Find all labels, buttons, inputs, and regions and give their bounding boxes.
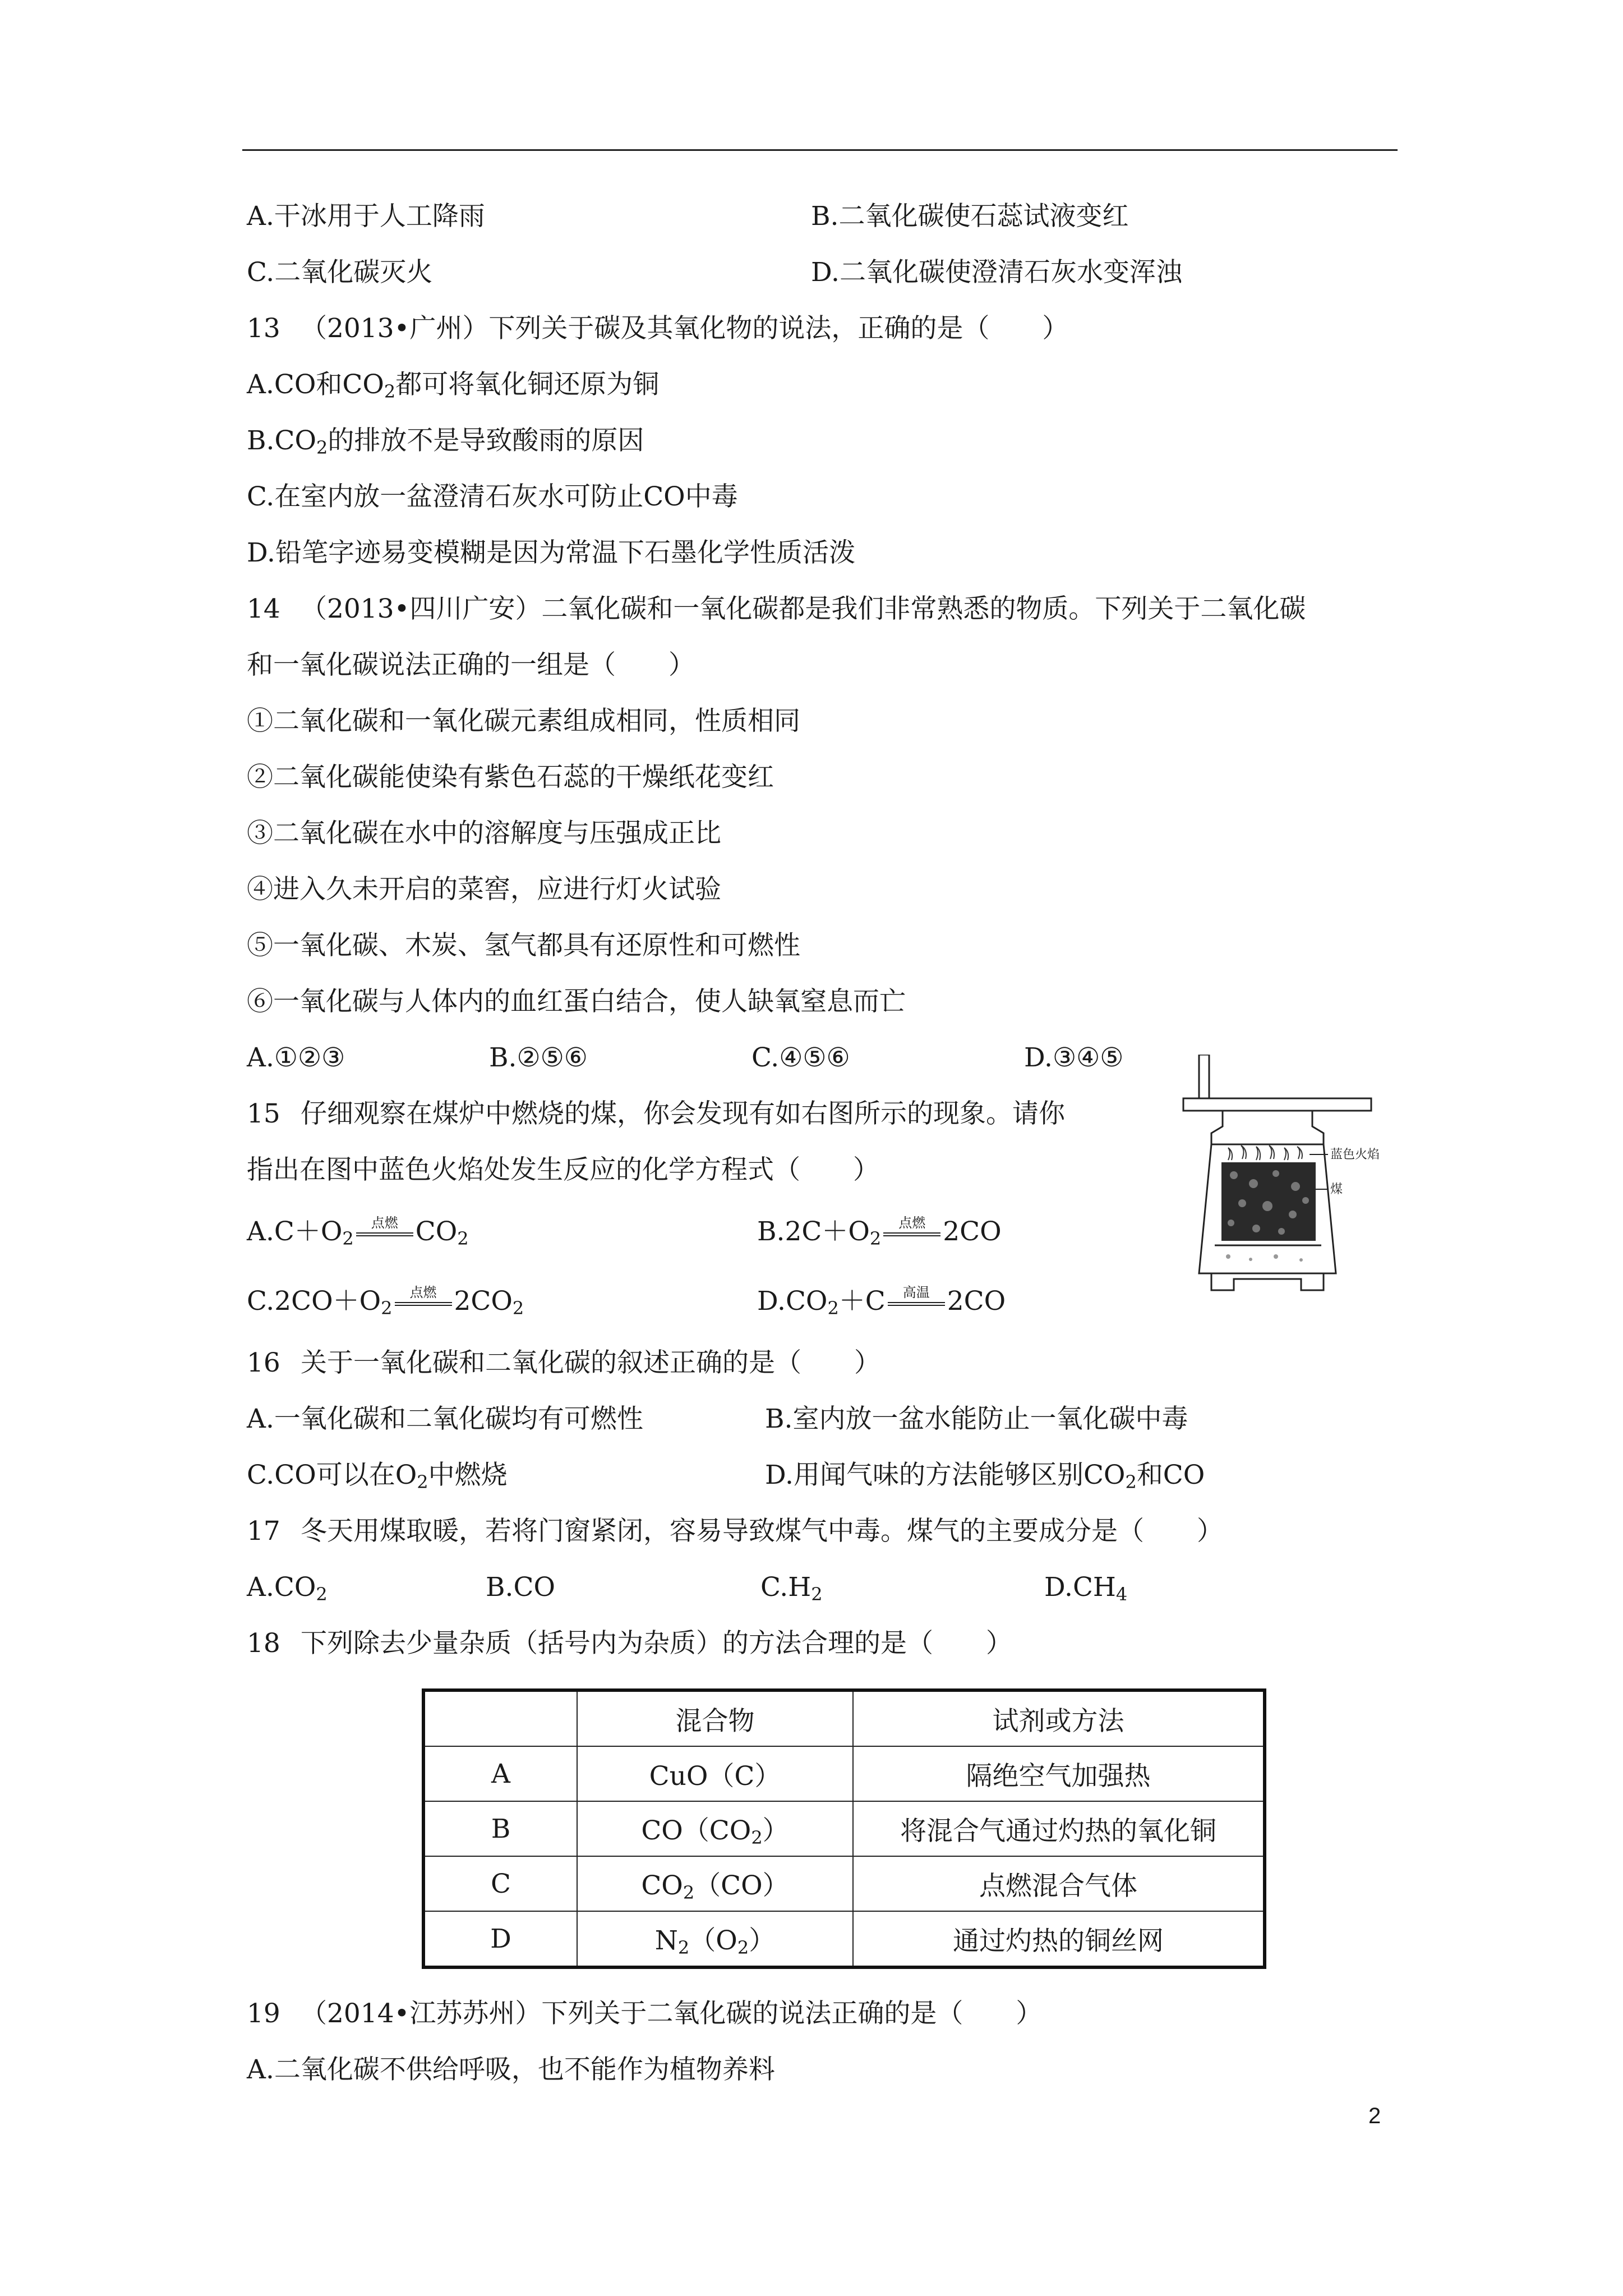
q17-option-a: $A.CO_2$ (247, 1572, 328, 1605)
table-row (423, 1801, 1265, 1856)
table-cell-mixture: $CO_2(CO)$ (577, 1856, 853, 1911)
q13-option-c: C.在室内放一盆澄清石灰水可防止CO中毒 (247, 481, 738, 512)
q14-option-a: A.①②③ (247, 1042, 345, 1073)
q12-option-c: C.二氧化碳灭火 (247, 257, 433, 288)
reaction-arrow: 点燃 (393, 1285, 454, 1318)
q16-option-d: D.用闻气味的方法能够区别$CO_2$和CO (765, 1460, 1205, 1493)
q14-option-b: B.②⑤⑥ (489, 1042, 588, 1073)
q16-stem: 16 关于一氧化碳和二氧化碳的叙述正确的是（ ） (247, 1346, 880, 1380)
table-cell-option: C (423, 1856, 577, 1911)
q13-stem: 13 （2013•广州）下列关于碳及其氧化物的说法，正确的是（ ） (247, 312, 1068, 346)
q12-option-a: A.干冰用于人工降雨 (247, 201, 485, 232)
q15-stem-line2: 指出在图中蓝色火焰处发生反应的化学方程式（ ） (247, 1154, 879, 1185)
q14-statement-3: ③二氧化碳在水中的溶解度与压强成正比 (247, 818, 721, 849)
q18-stem: 18 下列除去少量杂质（括号内为杂质）的方法合理的是（ ） (247, 1627, 1012, 1660)
table-cell-option: A (423, 1746, 577, 1801)
q16-option-b: B.室内放一盆水能防止一氧化碳中毒 (765, 1404, 1188, 1434)
table-header-cell: 混合物 (577, 1690, 853, 1746)
question-number: 18 (247, 1628, 280, 1659)
q13-option-d: D.铅笔字迹易变模糊是因为常温下石墨化学性质活泼 (247, 537, 855, 568)
coal-stove-figure (1178, 1055, 1413, 1307)
question-number: 13 (247, 313, 280, 344)
svg-text:煤: 煤 (1330, 1182, 1343, 1197)
q14-option-d: D.③④⑤ (1024, 1042, 1124, 1073)
svg-text:蓝色火焰: 蓝色火焰 (1330, 1148, 1380, 1162)
q14-statement-6: ⑥一氧化碳与人体内的血红蛋白结合，使人缺氧窒息而亡 (247, 986, 906, 1017)
question-number: 15 (247, 1098, 280, 1129)
q14-statement-4: ④进入久未开启的菜窖，应进行灯火试验 (247, 874, 721, 905)
q17-option-b: B.CO (486, 1572, 555, 1603)
page-number: 2 (1368, 2104, 1381, 2128)
q14-stem-line2: 和一氧化碳说法正确的一组是（ ） (247, 650, 695, 680)
question-number: 14 (247, 593, 280, 624)
q14-statement-2: ②二氧化碳能使染有紫色石蕊的干燥纸花变红 (247, 762, 774, 793)
q15-option-a: $A.C+O_2$ 点燃 $CO_2$ (247, 1215, 469, 1249)
q15-stem-line1: 15 仔细观察在煤炉中燃烧的煤，你会发现有如右图所示的现象。请你 (247, 1097, 1065, 1131)
reaction-arrow: 点燃 (881, 1215, 943, 1249)
table-cell-option: D (423, 1911, 577, 1967)
table-cell-mixture: $CO(CO_2)$ (577, 1801, 853, 1856)
q14-option-c: C.④⑤⑥ (751, 1042, 850, 1073)
q16-option-a: A.一氧化碳和二氧化碳均有可燃性 (247, 1404, 643, 1434)
table-header-row (423, 1690, 1265, 1746)
table-row (423, 1856, 1265, 1911)
q13-option-b: $B.CO_2$的排放不是导致酸雨的原因 (247, 425, 644, 458)
q17-stem: 17 冬天用煤取暖，若将门窗紧闭，容易导致煤气中毒。煤气的主要成分是（ ） (247, 1515, 1223, 1548)
question-number: 19 (247, 1998, 280, 2029)
table-row (423, 1911, 1265, 1967)
table-cell-method: 将混合气通过灼热的氧化铜 (853, 1801, 1265, 1856)
q12-option-d: D.二氧化碳使澄清石灰水变浑浊 (811, 257, 1182, 288)
table-row (423, 1746, 1265, 1801)
question-number: 17 (247, 1516, 280, 1547)
q16-option-c: C.CO可以在$O_2$中燃烧 (247, 1460, 508, 1493)
q19-option-a: A.二氧化碳不供给呼吸，也不能作为植物养料 (247, 2054, 775, 2085)
q17-option-d: $D.CH_4$ (1044, 1572, 1128, 1605)
header-rule (242, 149, 1398, 151)
q14-statement-5: ⑤一氧化碳、木炭、氢气都具有还原性和可燃性 (247, 930, 800, 961)
table-cell-mixture: CuO（C） (577, 1746, 853, 1801)
table-cell-method: 点燃混合气体 (853, 1856, 1265, 1911)
q15-option-b: $B.2C+O_2$ 点燃 2CO (757, 1215, 1002, 1249)
q15-option-d: $D.CO_2+C$ 高温 2CO (757, 1285, 1006, 1319)
reaction-arrow: 点燃 (354, 1215, 416, 1249)
table-cell-mixture: $N_2(O_2)$ (577, 1911, 853, 1967)
question-number: 16 (247, 1347, 280, 1378)
table-cell-method: 隔绝空气加强热 (853, 1746, 1265, 1801)
q14-stem-line1: 14 （2013•四川广安）二氧化碳和一氧化碳都是我们非常熟悉的物质。下列关于二氧化碳 (247, 592, 1306, 626)
impurity-removal-table (422, 1688, 1266, 1969)
table-header-cell: 试剂或方法 (853, 1690, 1265, 1746)
q19-stem: 19 （2014•江苏苏州）下列关于二氧化碳的说法正确的是（ ） (247, 1997, 1042, 2031)
q17-option-c: $C.H_2$ (760, 1572, 823, 1605)
table-header-cell (423, 1690, 577, 1746)
q15-option-c: $C.2CO+O_2$ 点燃 $2CO_2$ (247, 1285, 524, 1319)
q12-option-b: B.二氧化碳使石蕊试液变红 (811, 201, 1129, 232)
table-cell-option: B (423, 1801, 577, 1856)
q14-statement-1: ①二氧化碳和一氧化碳元素组成相同，性质相同 (247, 706, 800, 737)
reaction-arrow: 高温 (886, 1285, 947, 1318)
q13-option-a: A.CO和$CO_2$都可将氧化铜还原为铜 (247, 369, 660, 402)
table-cell-method: 通过灼热的铜丝网 (853, 1911, 1265, 1967)
